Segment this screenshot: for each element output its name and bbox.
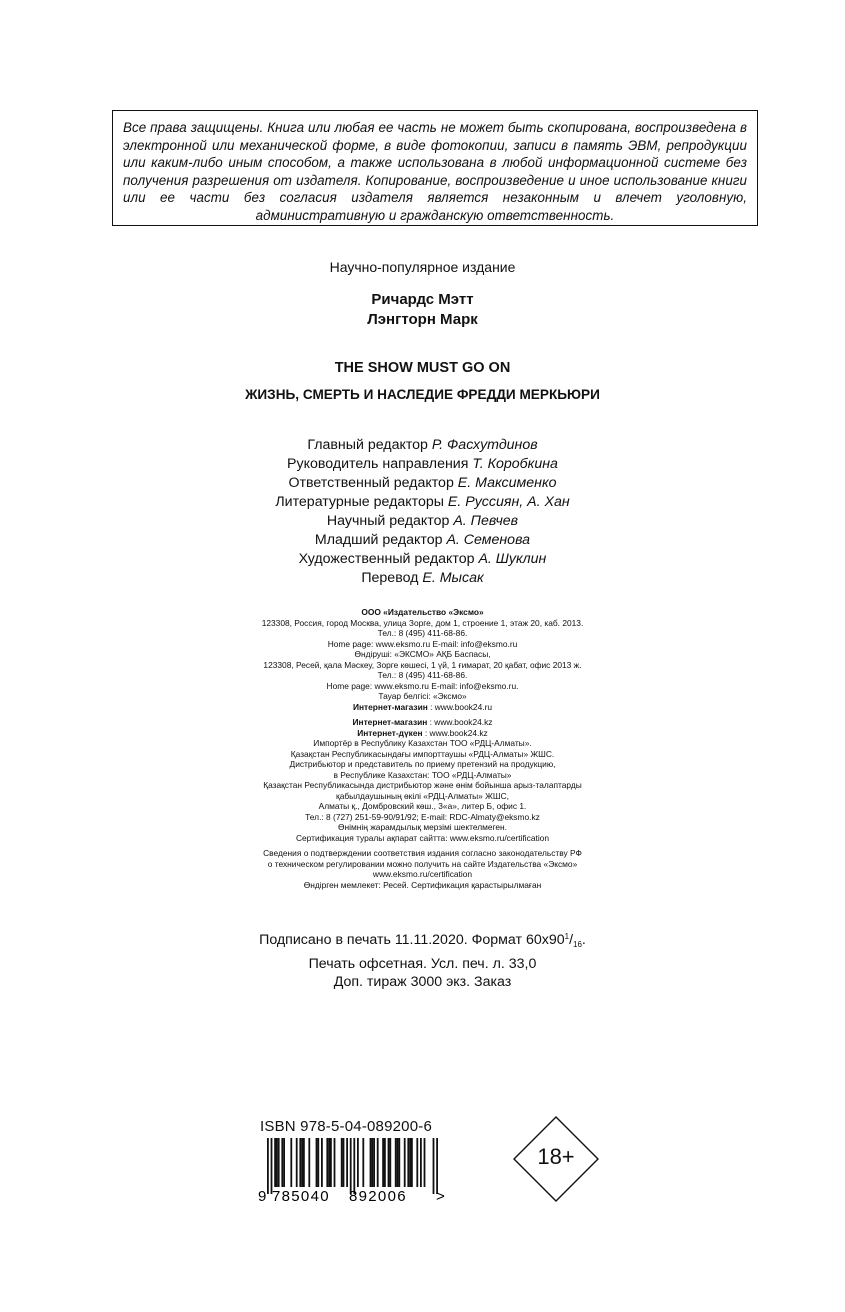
barcode-bar: [433, 1138, 435, 1194]
credit-line: [0, 569, 845, 588]
barcode-bar: [420, 1138, 422, 1187]
barcode-bars: [267, 1138, 438, 1194]
copyright-notice-box: [112, 110, 758, 226]
imprint-line: Тел.: 8 (495) 411-68-86.: [377, 628, 468, 638]
barcode-bar: [278, 1138, 280, 1187]
online-shop-url: : www.book24.kz: [427, 717, 493, 727]
imprint-line: Өндіруші: «ЭКСМО» АҚБ Баспасы,: [354, 649, 491, 659]
format-period: .: [581, 932, 586, 948]
isbn-barcode: [258, 1138, 450, 1208]
barcode-bar: [296, 1138, 298, 1187]
barcode-bar: [350, 1138, 352, 1194]
barcode-bar: [276, 1138, 278, 1187]
barcode-bar: [395, 1138, 397, 1187]
imprint-line: Home page: www.eksmo.ru E-mail: info@eksmo.ru.: [326, 680, 519, 691]
barcode-bar: [389, 1138, 391, 1187]
online-shop-kz: [0, 717, 845, 728]
barcode-bar: [321, 1138, 323, 1187]
credit-line: [0, 531, 845, 550]
credit-line: [0, 436, 845, 455]
imprint-line: Тел.: 8 (495) 411-68-86.: [377, 670, 468, 680]
credit-name: А. Семенова: [446, 532, 531, 548]
imprint-line: Алматы қ., Домбровский көш., 3«а», литер Б, офис 1.: [318, 801, 527, 811]
barcode-bar: [326, 1138, 328, 1187]
barcode-bar: [424, 1138, 426, 1187]
publisher-name: ООО «Издательство «Эксмо»: [361, 607, 484, 617]
editorial-credits: [0, 436, 845, 588]
print-details: [0, 928, 845, 992]
barcode-bar: [404, 1138, 406, 1187]
imprint-line: Импортёр в Республику Казахстан ТОО «РДЦ-Алматы».: [313, 738, 532, 748]
barcode-bar: [341, 1138, 343, 1187]
imprint-line: Қазақстан Республикасындағы импорттаушы «РДЦ-Алматы» ЖШС.: [290, 748, 555, 759]
credit-name: А. Шуклин: [478, 551, 547, 567]
barcode-bar: [397, 1138, 399, 1187]
barcode-bar: [317, 1138, 319, 1187]
barcode-bar: [398, 1138, 400, 1187]
credit-line: [0, 550, 845, 569]
format-numerator: 1: [564, 932, 570, 941]
imprint-line: о техническом регулировании можно получить на сайте Издательства «Эксмо»: [267, 858, 578, 869]
barcode-bar: [281, 1138, 283, 1187]
barcode-marker: >: [436, 1188, 445, 1205]
imprint-line: www.eksmo.ru/certification: [372, 869, 473, 879]
format-slash: /: [569, 932, 574, 948]
barcode-bar: [357, 1138, 359, 1187]
credit-role: Научный редактор: [326, 513, 454, 529]
barcode-group-1: 785040: [272, 1188, 330, 1205]
online-shop-label: Интернет-дүкен: [357, 727, 423, 738]
credit-role: Перевод: [361, 570, 423, 586]
credit-line: [0, 512, 845, 531]
print-signed-text: Подписано в печать 11.11.2020. Формат 60х90: [259, 932, 565, 948]
barcode-bar: [411, 1138, 413, 1187]
credit-name: Е. Максименко: [457, 475, 557, 491]
imprint-line: Қазақстан Республикасында дистрибьютор және өнім бойынша арыз-талаптарды: [263, 780, 582, 790]
print-signed-line: [0, 928, 845, 955]
imprint-line: Home page: www.eksmo.ru E-mail: info@eksmo.ru: [327, 638, 518, 649]
barcode-bar: [416, 1138, 418, 1187]
barcode-bar: [388, 1138, 390, 1187]
barcode-bar: [409, 1138, 411, 1187]
barcode-bar: [407, 1138, 409, 1187]
online-shop-kz-kazakh: [0, 728, 845, 739]
credit-line: [0, 455, 845, 474]
barcode-bar: [303, 1138, 305, 1187]
genre-label: Научно-популярное издание: [329, 259, 516, 275]
barcode-bar: [330, 1138, 332, 1187]
credit-name: Е. Мысак: [422, 570, 484, 586]
barcode-bar: [301, 1138, 303, 1187]
barcode-bar: [283, 1138, 285, 1187]
barcode-bar: [334, 1138, 336, 1187]
credit-role: Главный редактор: [307, 437, 432, 453]
barcode-bar: [290, 1138, 292, 1187]
online-shop-url: : www.book24.kz: [422, 727, 488, 738]
authors-block: [0, 290, 845, 330]
barcode-bar: [436, 1138, 438, 1194]
copyright-notice-text: Все права защищены. Книга или любая ее часть не может быть скопирована, воспроизведена в электронной или механической форме, в виде фотокопии, записи в память ЭВМ, репродукции или каким-либо иным способом, а также использована в любой информационной системе без получения разрешения от издателя. Копирование, воспроизведение и иное использование книги или ее части без согласия издателя является незаконным и влечет уголовную, административную и гражданскую ответственность.: [123, 120, 747, 223]
barcode-bar: [346, 1138, 348, 1187]
barcode-bar: [299, 1138, 301, 1187]
imprint-line: Тел.: 8 (727) 251-59-90/91/92; E-mail: RDC-Almaty@eksmo.kz: [305, 811, 540, 822]
credit-line: [0, 474, 845, 493]
online-shop-url: : www.book24.ru: [427, 701, 493, 712]
imprint-line: Дистрибьютор и представитель по приему претензий на продукцию,: [289, 759, 556, 769]
imprint-line: Сертификация туралы ақпарат сайтта: www.eksmo.ru/certification: [295, 832, 550, 843]
credit-name: Р. Фасхутдинов: [431, 437, 538, 453]
barcode-bar: [267, 1138, 269, 1194]
imprint-line: 123308, Россия, город Москва, улица Зорге, дом 1, строение 1, этаж 20, каб. 2013.: [261, 617, 584, 628]
barcode-bar: [373, 1138, 375, 1187]
barcode-bar: [370, 1138, 372, 1187]
credit-role: Ответственный редактор: [288, 475, 458, 491]
credit-name: Т. Коробкина: [472, 456, 558, 472]
book-title: THE SHOW MUST GO ON: [334, 360, 511, 376]
credit-line: [0, 493, 845, 512]
barcode-bar: [271, 1138, 273, 1194]
credit-role: Литературные редакторы: [275, 494, 448, 510]
barcode-bar: [377, 1138, 379, 1187]
print-method-line: Печать офсетная. Усл. печ. л. 33,0: [308, 955, 537, 972]
online-shop-ru: [0, 702, 845, 713]
imprint-line: Өнімнің жарамдылық мерзімі шектелмеген.: [338, 822, 507, 832]
barcode-bar: [371, 1138, 373, 1187]
credit-role: Младший редактор: [314, 532, 447, 548]
age-rating-label: 18+: [537, 1144, 575, 1169]
imprint-line: Өндірген мемлекет: Ресей. Сертификация қарастырылмаған: [303, 879, 542, 890]
barcode-bar: [353, 1138, 355, 1194]
barcode-bar: [384, 1138, 386, 1187]
imprint-line: қабылдаушының өкілі «РДЦ-Алматы» ЖШС,: [336, 790, 509, 801]
barcode-first-digit: 9: [258, 1188, 267, 1205]
barcode-bar: [328, 1138, 330, 1187]
online-shop-label: Интернет-магазин: [352, 717, 428, 727]
publisher-imprint: [0, 607, 845, 890]
imprint-line: Сведения о подтверждении соответствия издания согласно законодательству РФ: [263, 848, 582, 858]
imprint-line: 123308, Ресей, қала Мәскеу, Зорге көшесі, 1 үй, 1 ғимарат, 20 қабат, офис 2013 ж.: [263, 659, 582, 670]
barcode-group-2: 892006: [349, 1188, 407, 1205]
credit-name: А. Певчев: [453, 513, 519, 529]
credit-name: Е. Руссиян, А. Хан: [447, 494, 570, 510]
imprint-line: в Республике Казахстан: ТОО «РДЦ-Алматы»: [333, 769, 512, 780]
isbn-label: ISBN 978-5-04-089200-6: [260, 1118, 433, 1135]
barcode-bar: [362, 1138, 364, 1187]
credit-role: Руководитель направления: [287, 456, 473, 472]
book-subtitle: ЖИЗНЬ, СМЕРТЬ И НАСЛЕДИЕ ФРЕДДИ МЕРКЬЮРИ: [245, 387, 600, 402]
imprint-line: Тауар белгісі: «Эксмо»: [378, 691, 467, 701]
barcode-bar: [316, 1138, 318, 1187]
barcode-bar: [274, 1138, 276, 1187]
author-name: Лэнгторн Марк: [367, 311, 478, 328]
barcode-bar: [382, 1138, 384, 1187]
barcode-bar: [343, 1138, 345, 1187]
print-run-line: Доп. тираж 3000 экз. Заказ: [333, 974, 512, 990]
credit-role: Художественный редактор: [298, 551, 479, 567]
barcode-bar: [308, 1138, 310, 1187]
format-denominator: 16: [573, 940, 582, 949]
online-shop-label: Интернет-магазин: [352, 701, 428, 712]
author-name: Ричардс Мэтт: [371, 291, 474, 308]
